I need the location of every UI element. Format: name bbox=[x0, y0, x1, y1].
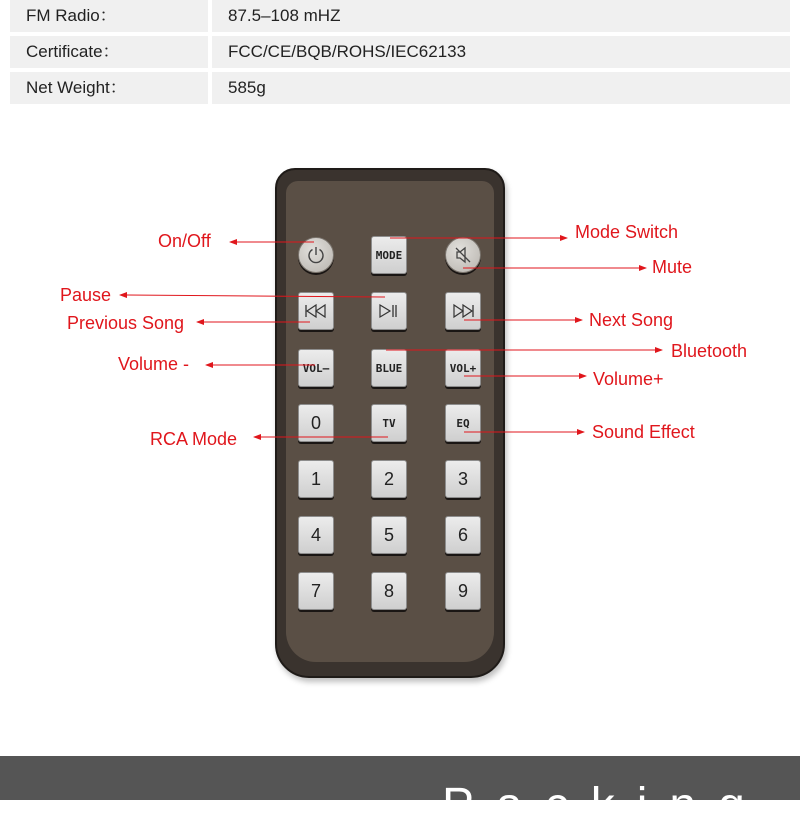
callout-volume-up: Volume+ bbox=[593, 369, 664, 389]
spec-value: FCC/CE/BQB/ROHS/IEC62133 bbox=[212, 36, 790, 68]
digit-8-button[interactable]: 8 bbox=[371, 572, 407, 610]
digit-1-button[interactable]: 1 bbox=[298, 460, 334, 498]
tv-rca-button[interactable]: TV bbox=[371, 404, 407, 442]
digit-2-button[interactable]: 2 bbox=[371, 460, 407, 498]
digit-0-button[interactable]: 0 bbox=[298, 404, 334, 442]
callout-next-song: Next Song bbox=[589, 310, 674, 330]
digit-3-button[interactable]: 3 bbox=[445, 460, 481, 498]
callout-volume-down: Volume - bbox=[118, 354, 190, 374]
callout-mode-switch: Mode Switch bbox=[575, 222, 679, 242]
callout-sound-effect: Sound Effect bbox=[592, 422, 695, 442]
callout-previous-song: Previous Song bbox=[67, 313, 185, 333]
digit-4-button[interactable]: 4 bbox=[298, 516, 334, 554]
digit-5-button[interactable]: 5 bbox=[371, 516, 407, 554]
digit-7-button[interactable]: 7 bbox=[298, 572, 334, 610]
volume-up-button[interactable]: VOL+ bbox=[445, 349, 481, 387]
callout-mute: Mute bbox=[652, 257, 693, 277]
eq-button[interactable]: EQ bbox=[445, 404, 481, 442]
bluetooth-button[interactable]: BLUE bbox=[371, 349, 407, 387]
callout-rca-mode: RCA Mode bbox=[150, 429, 238, 449]
spec-label: FM Radio： bbox=[10, 0, 208, 32]
volume-down-button[interactable]: VOL– bbox=[298, 349, 334, 387]
mode-button[interactable]: MODE bbox=[371, 236, 407, 274]
callout-on-off: On/Off bbox=[158, 231, 211, 251]
spec-value: 87.5–108 mHZ bbox=[212, 0, 790, 32]
digit-6-button[interactable]: 6 bbox=[445, 516, 481, 554]
callout-pause: Pause bbox=[60, 285, 112, 305]
arrow-pause bbox=[120, 295, 385, 297]
spec-label: Certificate： bbox=[10, 36, 208, 68]
section-banner bbox=[0, 756, 800, 832]
callout-bluetooth: Bluetooth bbox=[671, 341, 748, 361]
digit-9-button[interactable]: 9 bbox=[445, 572, 481, 610]
spec-value: 585g bbox=[212, 72, 790, 104]
spec-label: Net Weight： bbox=[10, 72, 208, 104]
banner-title: Packing bbox=[442, 779, 767, 832]
